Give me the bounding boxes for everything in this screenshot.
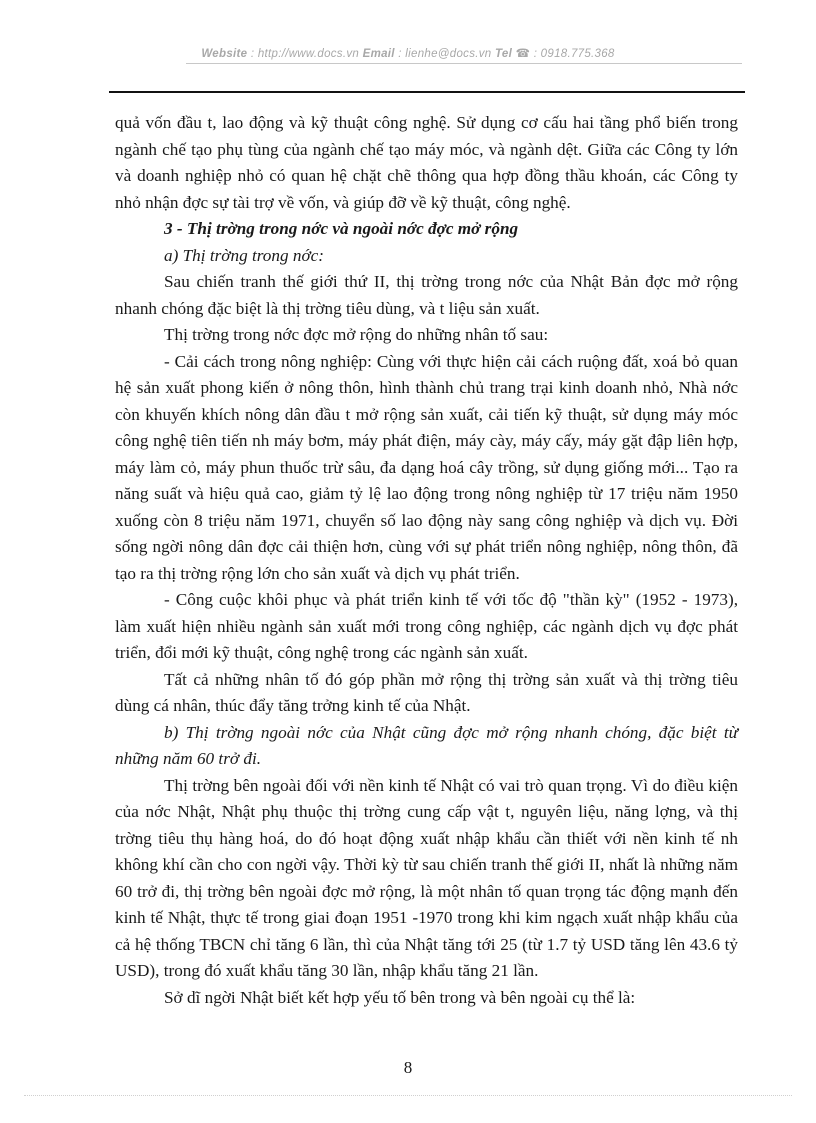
paragraph-agriculture: - Cải cách trong nông nghiệp: Cùng với thực hiện cải cách ruộng đất, xoá bỏ quan hệ sản xuất phong kiến ở nông thôn, hình thành chủ trang trại kinh doanh nhỏ, Nhà nớc còn khuyến khích nông dân đầu t mở rộng sản xuất, cải tiến kỹ thuật, sử dụng máy móc công nghệ tiên tiến nh máy bơm, máy phát điện, máy cày, máy cấy, máy gặt đập liên hợp, máy làm cỏ, máy phun thuốc trừ sâu, đa dạng hoá cây trồng, sử dụng giống mới... Tạo ra năng suất và hiệu quả cao, giảm tỷ lệ lao động trong nông nghiệp từ 17 triệu năm 1950 xuống còn 8 triệu năm 1971, chuyển số lao động này sang công nghiệp và dịch vụ. Đời sống ngời nông dân đợc cải thiện hơn, cùng với sự phát triển nông nghiệp, nông thôn, đã tạo ra thị trờng rộng lớn cho sản xuất và dịch vụ phát triển. <box>115 351 738 583</box>
email-label: Email <box>362 48 395 60</box>
page-bottom-border <box>24 1095 792 1096</box>
paragraph: Tất cả những nhân tố đó góp phần mở rộng thị trờng sản xuất và thị trờng tiêu dùng cá nhân, thúc đẩy tăng trởng kinh tế của Nhật. <box>115 669 738 715</box>
page-number: 8 <box>403 1058 413 1077</box>
top-rule <box>109 91 745 93</box>
paragraph: Sau chiến tranh thế giới thứ II, thị trờng trong nớc của Nhật Bản đợc mở rộng nhanh chóng đặc biệt là thị trờng tiêu dùng, và t liệu sản xuất. <box>115 272 738 318</box>
paragraph-foreign-market: Thị trờng bên ngoài đối với nền kinh tế Nhật có vai trò quan trọng. Vì do điều kiện của nớc Nhật, Nhật phụ thuộc thị trờng cung cấp vật t, nguyên liệu, năng lợng, và thị trờng tiêu thụ hàng hoá, do đó hoạt động xuất nhập khẩu cần thiết với nền kinh tế nh không khí cần cho con ngời vậy. Thời kỳ từ sau chiến tranh thế giới II, nhất là những năm 60 trở đi, thị trờng bên ngoài đợc mở rộng, là một nhân tố quan trọng tác động mạnh đến kinh tế Nhật, thực tế trong giai đoạn 1951 -1970 trong khi kim ngạch xuất nhập khẩu của cả hệ thống TBCN chỉ tăng 6 lần, thì của Nhật tăng tới 25 (từ 1.7 tỷ USD tăng lên 43.6 tỷ USD), trong đó xuất khẩu tăng 30 lần, nhập khẩu tăng 21 lần. <box>115 775 738 980</box>
paragraph: Sở dĩ ngời Nhật biết kết hợp yếu tố bên trong và bên ngoài cụ thể là: <box>164 987 636 1007</box>
page-header <box>0 46 816 60</box>
document-body <box>115 110 738 1011</box>
website-label: Website <box>201 48 248 60</box>
paragraph-recovery: - Công cuộc khôi phục và phát triển kinh tế với tốc độ "thần kỳ" (1952 - 1973), làm xuất hiện nhiều ngành sản xuất mới trong công nghiệp, các ngành dịch vụ đợc phát triển, đổi mới kỹ thuật, công nghệ trong các ngành sản xuất. <box>115 590 738 662</box>
tel-value: ☎ : 0918.775.368 <box>512 48 615 60</box>
subheading-domestic: a) Thị trờng trong nớc: <box>164 245 324 265</box>
paragraph-intro: quả vốn đầu t, lao động và kỹ thuật công nghệ. Sử dụng cơ cấu hai tầng phổ biến trong ngành chế tạo phụ tùng của ngành chế tạo máy móc, và ngành dệt. Giữa các Công ty lớn và doanh nghiệp nhỏ có quan hệ chặt chẽ thông qua hợp đồng thầu khoán, các Công ty nhỏ nhận đợc sự tài trợ về vốn, và giúp đỡ về kỹ thuật, công nghệ. <box>115 113 738 212</box>
subheading-foreign: b) Thị trờng ngoài nớc của Nhật cũng đợc mở rộng nhanh chóng, đặc biệt từ những năm 60 trở đi. <box>115 722 738 768</box>
tel-label: Tel <box>494 48 513 60</box>
section-heading: 3 - Thị trờng trong nớc và ngoài nớc đợc mở rộng <box>164 219 519 238</box>
website-link[interactable]: : http://www.docs.vn <box>247 48 363 60</box>
header-divider <box>186 63 742 64</box>
paragraph: Thị trờng trong nớc đợc mở rộng do những nhân tố sau: <box>164 325 549 344</box>
email-link[interactable]: : lienhe@docs.vn <box>394 48 495 60</box>
